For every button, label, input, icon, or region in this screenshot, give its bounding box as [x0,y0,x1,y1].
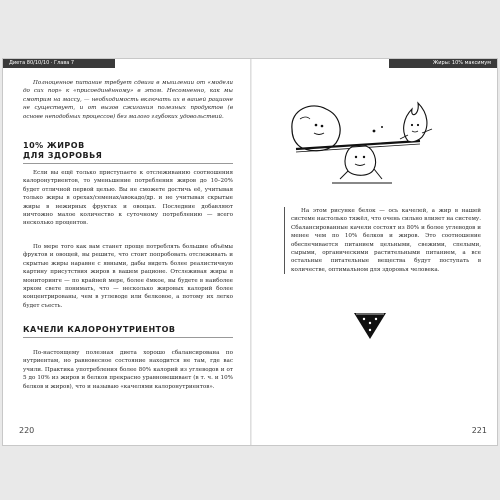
fulcrum-figure [332,146,392,183]
right-running-head: Жиры: 10% максимум [389,59,497,68]
left-page-number: 220 [19,426,35,435]
illustration-caption: На этом рисунке белок — ось качелей, а жир в нашей системе настолько тяжёл, что очень сильно влияет на систему. Сбалансированные качели состоят из 80% и более углеводов и менее чем по 10% белков и жиров. Это соотношение обеспечивается питанием цельными, свежими, спелыми, сырыми, органическими растительными питанием, а все остальные питательные вещества будут поступать в количестве, оптимальном для здоровья человека. [291,208,481,273]
right-page [252,59,497,445]
heavy-blob-figure [292,106,340,151]
right-page-number: 221 [471,426,487,435]
seesaw-illustration [282,79,442,189]
book-spread [2,58,498,446]
heading-underline [23,163,233,164]
section-heading-fats [23,141,233,164]
section-heading-fats-line1: 10% ЖИРОВ [23,141,85,150]
watermelon-slice-icon [350,307,390,343]
section1-paragraph-1: Если вы ещё только приступаете к отслеживанию соотношения калоронутриентов, то уменьшение потребления жиров до 10–20% будет отличной первой целью. Вы не сможете достичь её, учитывая только жиры в орехах/семенах/авокадо/др. и не учитывая скрытые жиры в нежирных фруктах и овощах. Последние добавляют ничтожно малое количество к суточному потреблению — всего несколько процентов. [23,170,233,227]
left-running-head: Диета 80/10/10 · Глава 7 [3,59,115,68]
section2-paragraph-1: По-настоящему полезная диета хорошо сбалансирована по нутриентам, но равновесное состояние находится не там, где вас учили. Практика употребления более 80% калорий из углеводов и от 5 до 10% из жиров и белков прекрасно уравновешивает (в т. ч. и 10% белков и жиров), что и называю «качелями калоронутриентов». [23,350,233,390]
caption-box [284,207,481,274]
flame-figure [400,103,432,142]
section-heading-swing-text: КАЧЕЛИ КАЛОРОНУТРИЕНТОВ [23,325,176,334]
left-page [3,59,250,445]
intro-paragraph: Полноценное питание требует сдвига в мышлении от «модели до сих пор» к «присоединённому» в этом. Несомненно, как мы смотрим на массу, — необходимость включать их в вашей рационе не существует, и от вызов сжигания полезных продуктов (в основе неподобных процессов) без малого глубоких удовольствий. [23,80,233,120]
section1-paragraph-2: По мере того как вам станет проще потреблять большие объёмы фруктов и овощей, вы решите, что стоит попробовать отслеживать и скрытые жиры наравне с явными, дабы видеть более реалистичную картину присутствия жиров в вашем рационе. Отслеживая жиры в мониторинге — по крайней мере, более ёмкое, вы будете в наиболее ярком свете понимать, что — несколько жировых калорий более концентрированы, чем в углеводе или белковое, а потому их легко будет съесть. [23,244,233,309]
heading-underline [23,337,233,338]
section-heading-swing [23,325,233,338]
section-heading-fats-line2: ДЛЯ ЗДОРОВЬЯ [23,151,103,160]
